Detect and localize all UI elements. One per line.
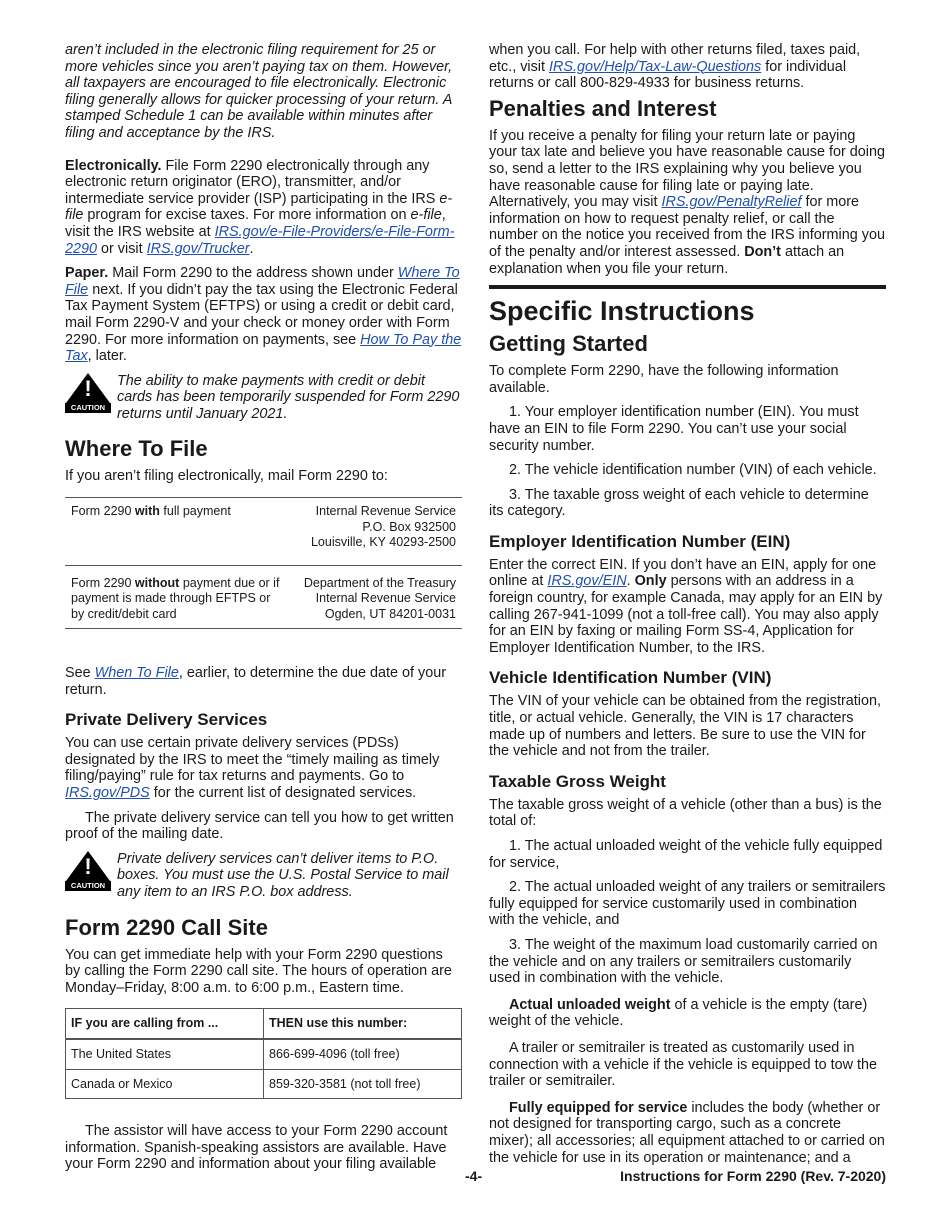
call-site-heading: Form 2290 Call Site [65,914,268,940]
intro-paragraph: aren’t included in the electronic filing requirement for 25 or more vehicles since you aren’t paying tax on them. However, all taxpayers are encouraged to file electronically. Electronic filing generally allows for quicker processing of your return. A stamped Schedule 1 can be available within minutes after filing and acceptance by the IRS. [65,42,453,141]
pds-paragraph-1: You can use certain private delivery services (PDSs) designated by the IRS to meet the “timely mailing as timely filing/paying” rule for tax returns and payments. Go to IRS.gov/PDS for the current list of designated services. [65,735,440,802]
caution-note-pds [65,851,462,901]
taxable-gross-weight-text: The taxable gross weight of a vehicle (other than a bus) is the total of: [489,796,882,830]
getting-started-heading: Getting Started [489,331,648,357]
fully-equipped-paragraph: Fully equipped for service includes the body (whether or not designed for transporting cargo, such as a concrete mixer); all accessories; all equipment attached to or carried on the vehicle for use in its operation or maintenance; and a [489,1099,885,1166]
vin-heading: Vehicle Identification Number (VIN) [489,668,772,688]
list-item: 3. The taxable gross weight of each vehicle to determine its category. [489,486,869,520]
table-row: Canada or Mexico 859-320-3581 (not toll free) [66,1069,462,1099]
penalties-heading: Penalties and Interest [489,95,717,121]
paper-paragraph: Paper. Mail Form 2290 to the address shown under Where To File next. If you didn’t pay the tax using the Electronic Federal Tax Payment System (EFTPS) or using a credit or debit card, mail Form 2290-V and your check or money order with Form 2290. For more information on payments, see How To Pay the Tax, later. [65,265,462,365]
table-header: THEN use this number: [264,1009,462,1039]
penalty-relief-link[interactable]: IRS.gov/PenaltyRelief [661,194,802,211]
see-when-to-file: See When To File, earlier, to determine the due date of your return. [65,665,447,698]
pds-paragraph-2: The private delivery service can tell you how to get written proof of the mailing date. [65,809,454,843]
caution-note-payments [65,373,462,423]
pds-heading: Private Delivery Services [65,710,268,730]
ein-paragraph: Enter the correct EIN. If you don’t have an EIN, apply for one online at IRS.gov/EIN. Only persons with an address in a foreign country, for example Canada, may apply for an EIN by calling 267-941-1099 (not a toll-free call). You may also apply for an EIN by faxing or mailing Form SS-4, Application for Employer Identification Number, to the IRS. [489,556,883,656]
call-site-table [65,1008,462,1099]
when-to-file-link[interactable]: When To File [94,665,179,682]
table-header: IF you are calling from ... [66,1009,264,1039]
list-item: 2. The vehicle identification number (VIN) of each vehicle. [509,462,877,479]
ein-heading: Employer Identification Number (EIN) [489,531,791,551]
pds-link[interactable]: IRS.gov/PDS [65,785,150,802]
list-item: 3. The weight of the maximum load customarily carried on the vehicle and on any trailers or semitrailers customarily used in combination with the vehicle. [489,936,878,987]
caution-text: Private delivery services can’t deliver items to P.O. boxes. You must use the U.S. Postal Service to mail any item to an IRS P.O. box address. [117,850,449,900]
vin-paragraph: The VIN of your vehicle can be obtained from the registration, title, or actual vehicle. Generally, the VIN is 17 characters made up of numbers and letters. Be sure to use the VIN for the vehicle and not from the trailer. [489,693,881,760]
list-item: 1. The actual unloaded weight of the vehicle fully equipped for service, [489,838,883,871]
caution-icon: ! CAUTION [65,373,111,413]
page-number: -4- [465,1168,483,1184]
ein-link[interactable]: IRS.gov/EIN [547,573,627,590]
trailer-paragraph: A trailer or semitrailer is treated as customarily used in connection with a vehicle if the vehicle is equipped to tow the trailer or semitrailer. [489,1039,877,1090]
tax-law-questions-link[interactable]: IRS.gov/Help/Tax-Law-Questions [548,58,762,75]
left-column [65,42,462,1181]
paper-lead: Paper. [65,265,109,282]
electronically-lead: Electronically. [65,157,162,174]
call-site-text: You can get immediate help with your Form 2290 questions by calling the Form 2290 call site. The hours of operation are Monday–Friday, 8:00 a.m. to 6:00 p.m., Eastern time. [65,946,452,996]
penalties-paragraph: If you receive a penalty for filing your return late or paying your tax late and believe you have reasonable cause for doing so, send a letter to the IRS explaining why you believe you have reasonable cause for filing late or paying late. Alternatively, you may visit IRS.gov/PenaltyRelief for more information on how to request penalty relief, or call the number on the notice you received from the IRS informing you of the penalty and/or interest assessed. Don’t attach an explanation when you file your return. [489,127,886,277]
address-row-with-payment: Form 2290 with full payment Internal Revenue Service P.O. Box 932500 Louisville, KY 40293-2500 [71,504,456,550]
right-column [489,42,886,1174]
list-item: 2. The actual unloaded weight of any trailers or semitrailers fully equipped for service customarily used in combination with the vehicle, and [489,879,886,929]
mailing-address-table [65,497,462,629]
trucker-link[interactable]: IRS.gov/Trucker [146,240,250,257]
where-to-file-link[interactable]: Where To File [65,265,460,298]
caution-text: The ability to make payments with credit or debit cards has been temporarily suspended for Form 2290 returns until January 2021. [117,372,460,422]
list-item: 1. Your employer identification number (EIN). You must have an EIN to file Form 2290. You can’t use your social security number. [489,404,859,454]
caution-icon: ! CAUTION [65,851,111,891]
electronically-paragraph: Electronically. File Form 2290 electronically through any electronic return originator (ERO), transmitter, and/or intermediate service provider (ISP) participating in the IRS e-file program for excise taxes. For more information on e-file, visit the IRS website at IRS.gov/e-File-Providers/e-File-Form-2290 or visit IRS.gov/Trucker. [65,157,455,257]
specific-instructions-heading: Specific Instructions [489,285,886,327]
address-row-without-payment: Form 2290 without payment due or if payment is made through EFTPS or by credit/debit card Department of the Treasury Internal Revenue Service Ogden, UT 84201-0031 [65,565,462,629]
efile-providers-link[interactable]: IRS.gov/e-File-Providers/e-File-Form-2290 [65,223,455,257]
assistor-paragraph: The assistor will have access to your Form 2290 account information. Spanish-speaking assistors are available. Have your Form 2290 and information about your filing available [65,1123,448,1173]
taxable-gross-weight-heading: Taxable Gross Weight [489,771,666,791]
where-to-file-heading: Where To File [65,436,208,462]
getting-started-text: To complete Form 2290, have the following information available. [489,363,839,396]
help-continued-paragraph: when you call. For help with other returns filed, taxes paid, etc., visit IRS.gov/Help/Tax-Law-Questions for individual returns or call 800-829-4933 for business returns. [489,42,861,92]
page-footer [65,1168,886,1186]
table-row: The United States 866-699-4096 (toll free) [66,1039,462,1069]
actual-unloaded-weight-paragraph: Actual unloaded weight of a vehicle is the empty (tare) weight of the vehicle. [489,996,868,1030]
where-to-file-text: If you aren’t filing electronically, mail Form 2290 to: [65,468,388,485]
how-to-pay-link[interactable]: How To Pay the Tax [65,331,462,365]
document-title: Instructions for Form 2290 (Rev. 7-2020) [620,1168,886,1184]
